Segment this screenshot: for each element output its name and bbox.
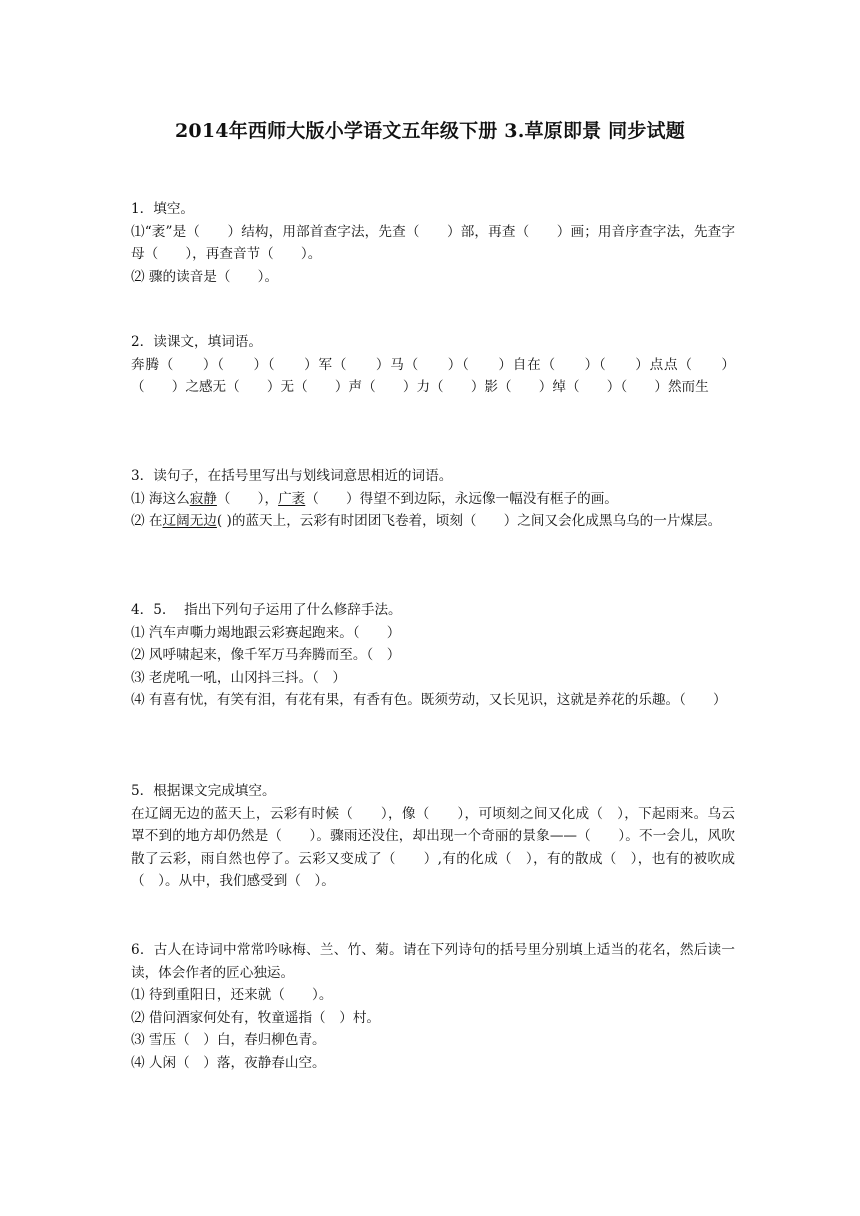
q3-underlined-word-1: 寂静	[189, 490, 217, 507]
q3-item-1-text-c: （ ）得望不到边际，永远像一幅没有框子的画。	[305, 490, 618, 507]
q6-item-1: ⑴ 待到重阳日，还来就（ ）。	[131, 987, 333, 1003]
q1-heading: 1．填空。	[131, 201, 195, 217]
q3-heading: 3．读句子，在括号里写出与划线词意思相近的词语。	[131, 468, 453, 484]
q1-item-2: ⑵ 骤的读音是（ ）。	[131, 268, 279, 285]
question-4	[131, 599, 735, 712]
q3-item-2-text-a: ⑵ 在	[131, 513, 163, 529]
q5-heading: 5．根据课文完成填空。	[131, 783, 276, 799]
question-6	[131, 939, 735, 1074]
q4-item-3: ⑶ 老虎吼一吼，山冈抖三抖。（ ）	[131, 669, 347, 686]
q3-item-1-text-b: （ ），	[216, 490, 279, 507]
page-title: 2014年西师大版小学语文五年级下册 3.草原即景 同步试题	[175, 120, 685, 142]
q6-item-4: ⑷ 人闲（ ）落，夜静春山空。	[131, 1054, 326, 1071]
question-5	[131, 780, 735, 893]
q6-heading: 6．古人在诗词中常常吟咏梅、兰、竹、菊。请在下列诗句的括号里分别填上适当的花名，然后读一读，体会作者的匠心独运。	[131, 942, 735, 981]
q2-heading: 2．读课文，填词语。	[131, 334, 262, 350]
q3-underlined-word-2: 广袤	[278, 490, 306, 507]
q6-item-3: ⑶ 雪压（ ）白，春归柳色青。	[131, 1032, 326, 1048]
question-2	[131, 331, 735, 399]
q4-item-4: ⑷ 有喜有忧，有笑有泪，有花有果，有香有色。既须劳动，又长见识，这就是养花的乐趣。（ ）	[131, 692, 727, 708]
q3-underlined-word-3: 辽阔无边	[162, 513, 217, 529]
q3-item-2-text-b: ( )的蓝天上，云彩有时团团飞卷着，顷刻（ ）之间又会化成黑乌乌的一片煤层。	[216, 513, 722, 529]
q2-item-1: 奔腾（ ）（ ）（ ）军（ ）马（ ）（ ）自在（ ）（ ）点点（ ）（ ）之感无（ ）无（ ）声（ ）力（ ）影（ ）绰（ ）（ ）然而生	[131, 356, 735, 395]
q5-paragraph: 在辽阔无边的蓝天上，云彩有时候（ ），像（ ），可顷刻之间又化成（ ），下起雨来。乌云罩不到的地方却仍然是（ ）。骤雨还没住，却出现一个奇丽的景象——（ ）。不一会儿，风吹散了云彩，雨自然也停了。云彩又变成了（ ）,有的化成（ ），有的散成（ ），也有的被吹成（ ）。从中，我们感受到（ ）。	[131, 805, 735, 889]
q3-item-2	[131, 510, 735, 533]
q3-item-1-text-a: ⑴ 海这么	[131, 490, 190, 507]
question-3	[131, 465, 735, 533]
q6-item-2: ⑵ 借问酒家何处有，牧童遥指（ ）村。	[131, 1009, 381, 1026]
q4-item-1: ⑴ 汽车声嘶力竭地跟云彩赛起跑来。（ ）	[131, 624, 401, 641]
q1-item-1: ⑴“袤”是（ ）结构，用部首查字法，先查（ ）部，再查（ ）画；用音序查字法，先查字母（ ），再查音节（ ）。	[131, 223, 735, 262]
q3-item-1	[131, 488, 735, 511]
question-1	[131, 198, 735, 288]
q4-heading: 4．5. 指出下列句子运用了什么修辞手法。	[131, 602, 402, 618]
q4-item-2: ⑵ 风呼啸起来，像千军万马奔腾而至。（ ）	[131, 647, 401, 663]
